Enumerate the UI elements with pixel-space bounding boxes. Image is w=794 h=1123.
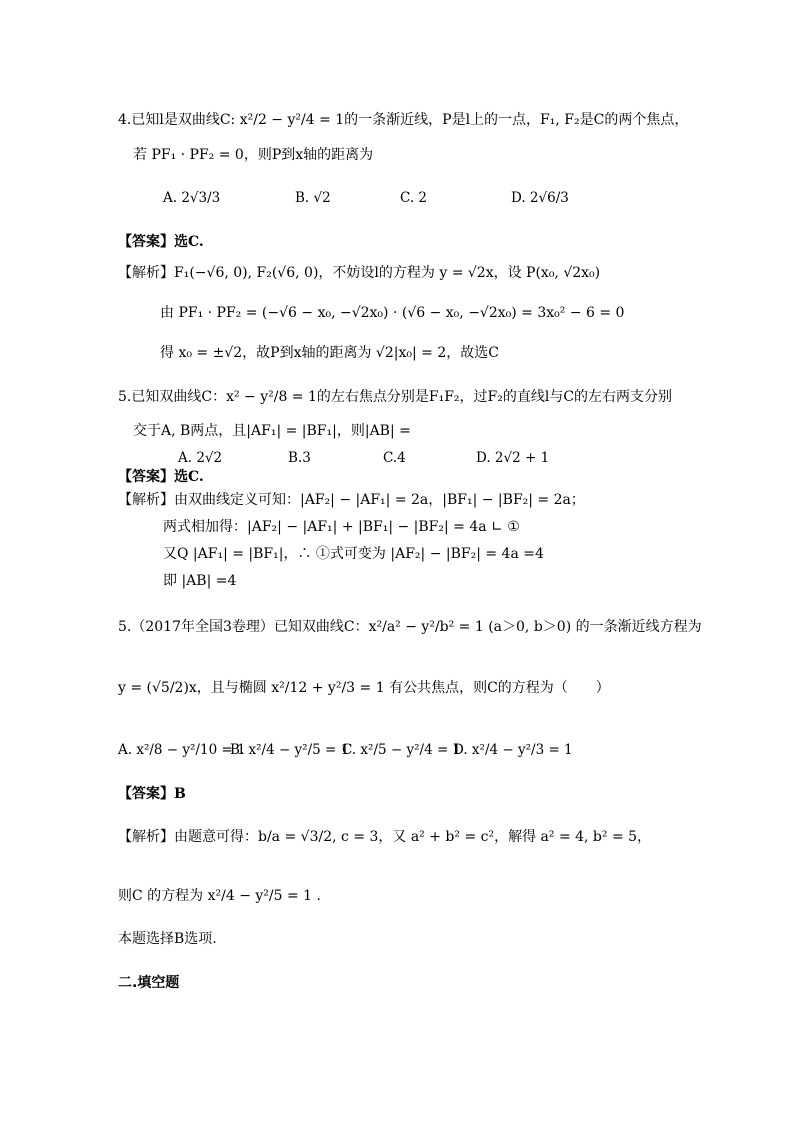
q5b-option-b: B. x²/4 − y²/5 = 1: [230, 742, 350, 758]
q5b-option-c: C. x²/5 − y²/4 = 1: [342, 742, 462, 758]
q5a-analysis-line1: 【解析】由双曲线定义可知：|AF₂| − |AF₁| = 2a，|BF₁| − |BF₂| = 2a；: [118, 492, 585, 508]
q5a-analysis-line3: 又Q |AF₁| = |BF₁|，∴ ①式可变为 |AF₂| − |BF₂| = 4a =4: [163, 546, 544, 562]
q5a-stem-line2: 交于A, B两点，且|AF₁| = |BF₁|，则|AB| =: [133, 423, 411, 439]
q4-analysis-line3: 得 x₀ = ±√2，故P到x轴的距离为 √2|x₀| = 2，故选C: [160, 345, 499, 361]
q5a-option-d: D. 2√2 + 1: [476, 450, 550, 466]
q5b-option-d: D. x²/4 − y²/3 = 1: [453, 742, 573, 758]
q5a-option-b: B.3: [288, 450, 311, 466]
q5a-answer: 【答案】选C.: [118, 469, 204, 485]
q4-analysis-line2: 由 PF₁ · PF₂ = (−√6 − x₀, −√2x₀) · (√6 − x₀, −√2x₀) = 3x₀² − 6 = 0: [160, 305, 625, 321]
q5a-analysis-line2: 两式相加得：|AF₂| − |AF₁| + |BF₁| − |BF₂| = 4a ∟ ①: [163, 519, 520, 535]
q5b-stem-line1: 5.（2017年全国3卷理）已知双曲线C：x²/a² − y²/b² = 1 (a＞0, b＞0) 的一条渐近线方程为: [118, 619, 702, 635]
q4-option-c: C. 2: [400, 190, 428, 206]
q5b-answer: 【答案】B: [118, 786, 186, 802]
q4-option-b: B. √2: [295, 190, 331, 206]
q4-stem-line2: 若 PF₁ · PF₂ = 0，则P到x轴的距离为: [133, 147, 374, 163]
q5a-option-c: C.4: [383, 450, 406, 466]
section-title-fill-in: 二.填空题: [118, 975, 180, 991]
q4-option-a: A. 2√3/3: [163, 190, 221, 206]
q5b-analysis-line3: 本题选择B选项.: [118, 931, 217, 947]
q4-option-d: D. 2√6/3: [511, 190, 569, 206]
q4-analysis-line1: 【解析】F₁(−√6, 0), F₂(√6, 0)，不妨设l的方程为 y = √2x，设 P(x₀, √2x₀): [118, 265, 601, 281]
q5b-analysis-line1: 【解析】由题意可得：b/a = √3/2, c = 3，又 a² + b² = c²，解得 a² = 4, b² = 5，: [118, 829, 652, 845]
q5a-stem-line1: 5.已知双曲线C：x² − y²/8 = 1的左右焦点分别是F₁F₂，过F₂的直线l与C的左右两支分别: [118, 389, 673, 405]
q5b-option-a: A. x²/8 − y²/10 = 1: [118, 742, 246, 758]
q5a-option-a: A. 2√2: [178, 450, 223, 466]
q5b-analysis-line2: 则C 的方程为 x²/4 − y²/5 = 1 .: [118, 888, 321, 904]
q5b-stem-line2: y = (√5/2)x，且与椭圆 x²/12 + y²/3 = 1 有公共焦点，则C的方程为（ ）: [118, 680, 610, 696]
q4-answer: 【答案】选C.: [118, 234, 204, 250]
q5a-analysis-line4: 即 |AB| =4: [163, 573, 237, 589]
q4-stem-line1: 4.已知l是双曲线C: x²/2 − y²/4 = 1的一条渐近线，P是l上的一点，F₁, F₂是C的两个焦点，: [118, 112, 689, 128]
